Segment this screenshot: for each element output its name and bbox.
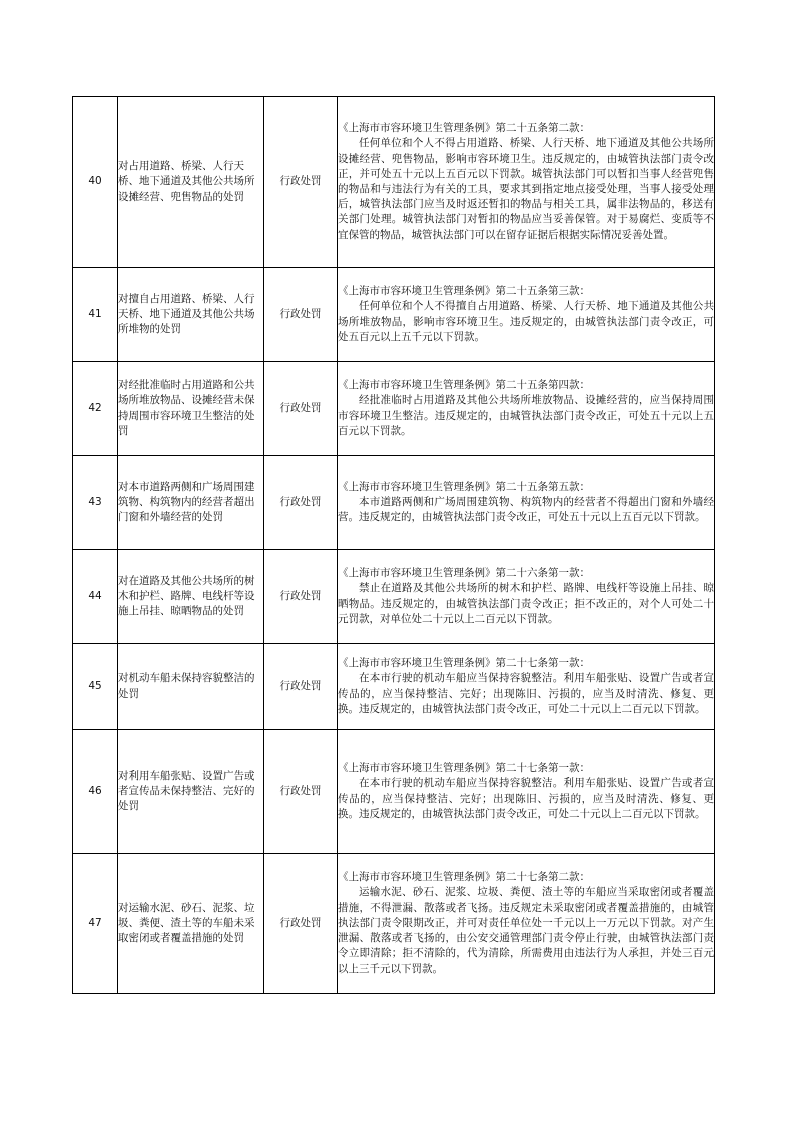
row-number: 40 bbox=[73, 97, 118, 268]
table-row bbox=[73, 268, 715, 362]
law-citation: 《上海市市容环境卫生管理条例》第二十五条第二款： bbox=[338, 122, 590, 135]
legal-basis bbox=[338, 362, 715, 456]
penalty-item: 对在道路及其他公共场所的树木和护栏、路牌、电线杆等设施上吊挂、晾晒物品的处罚 bbox=[118, 550, 264, 644]
penalty-table bbox=[72, 96, 715, 994]
penalty-type: 行政处罚 bbox=[264, 550, 338, 644]
law-text: 运输水泥、砂石、泥浆、垃圾、粪便、渣土等的车船应当采取密闭或者覆盖措施，不得泄漏、散落或者飞扬。违反规定未采取密闭或者覆盖措施的，由城管执法部门责令限期改正，并可对责任单位处一千元以上一万元以下罚款。对产生泄漏、散落或者飞扬的，由公安交通管理部门责令停止行驶，由城管执法部门责令立即清除；拒不清除的，代为清除，所需费用由违法行为人承担，并处三百元以上三千元以下罚款。 bbox=[338, 886, 714, 975]
penalty-type: 行政处罚 bbox=[264, 97, 338, 268]
table-row bbox=[73, 644, 715, 730]
row-number: 47 bbox=[73, 854, 118, 994]
penalty-item: 对擅自占用道路、桥梁、人行天桥、地下通道及其他公共场所堆物的处罚 bbox=[118, 268, 264, 362]
law-text: 禁止在道路及其他公共场所的树木和护栏、路牌、电线杆等设施上吊挂、晾晒物品。违反规定的，由城管执法部门责令改正；拒不改正的，对个人可处二十元罚款，对单位处二十元以上二百元以下罚款。 bbox=[338, 582, 714, 625]
row-number: 46 bbox=[73, 730, 118, 854]
penalty-type: 行政处罚 bbox=[264, 730, 338, 854]
law-citation: 《上海市市容环境卫生管理条例》第二十七条第一款： bbox=[338, 657, 590, 670]
legal-basis bbox=[338, 97, 715, 268]
legal-basis bbox=[338, 644, 715, 730]
law-citation: 《上海市市容环境卫生管理条例》第二十五条第四款： bbox=[338, 379, 590, 392]
law-text: 在本市行驶的机动车船应当保持容貌整洁。利用车船张贴、设置广告或者宣传品的，应当保持整洁、完好；出现陈旧、污损的，应当及时清洗、修复、更换。违反规定的，由城管执法部门责令改正，可处二十元以上二百元以下罚款。 bbox=[338, 672, 714, 715]
row-number: 41 bbox=[73, 268, 118, 362]
table-row bbox=[73, 97, 715, 268]
law-citation: 《上海市市容环境卫生管理条例》第二十六条第一款： bbox=[338, 567, 590, 580]
penalty-type: 行政处罚 bbox=[264, 456, 338, 550]
table-row bbox=[73, 550, 715, 644]
row-number: 42 bbox=[73, 362, 118, 456]
penalty-type: 行政处罚 bbox=[264, 268, 338, 362]
row-number: 45 bbox=[73, 644, 118, 730]
penalty-item: 对利用车船张贴、设置广告或者宣传品未保持整洁、完好的处罚 bbox=[118, 730, 264, 854]
law-text: 在本市行驶的机动车船应当保持容貌整洁。利用车船张贴、设置广告或者宣传品的，应当保持整洁、完好；出现陈旧、污损的，应当及时清洗、修复、更换。违反规定的，由城管执法部门责令改正，可处二十元以上二百元以下罚款。 bbox=[338, 777, 714, 820]
table-row bbox=[73, 456, 715, 550]
law-text: 任何单位和个人不得占用道路、桥梁、人行天桥、地下通道及其他公共场所设摊经营、兜售物品，影响市容环境卫生。违反规定的，由城管执法部门责令改正，并可处五十元以上五百元以下罚款。城管执法部门可以暂扣当事人经营兜售的物品和与违法行为有关的工具，要求其到指定地点接受处理，当事人接受处理后，城管执法部门应当及时返还暂扣的物品与相关工具，属非法物品的，移送有关部门处理。城管执法部门对暂扣的物品应当妥善保管。对于易腐烂、变质等不宜保管的物品，城管执法部门可以在留存证据后根据实际情况妥善处置。 bbox=[338, 137, 714, 241]
law-citation: 《上海市市容环境卫生管理条例》第二十七条第一款： bbox=[338, 762, 590, 775]
penalty-type: 行政处罚 bbox=[264, 644, 338, 730]
law-citation: 《上海市市容环境卫生管理条例》第二十七条第二款： bbox=[338, 871, 590, 884]
legal-basis bbox=[338, 456, 715, 550]
table-row bbox=[73, 854, 715, 994]
legal-basis bbox=[338, 550, 715, 644]
law-citation: 《上海市市容环境卫生管理条例》第二十五条第三款： bbox=[338, 285, 590, 298]
penalty-type: 行政处罚 bbox=[264, 854, 338, 994]
penalty-type: 行政处罚 bbox=[264, 362, 338, 456]
penalty-item: 对运输水泥、砂石、泥浆、垃圾、粪便、渣土等的车船未采取密闭或者覆盖措施的处罚 bbox=[118, 854, 264, 994]
law-citation: 《上海市市容环境卫生管理条例》第二十五条第五款： bbox=[338, 480, 590, 493]
law-text: 经批准临时占用道路及其他公共场所堆放物品、设摊经营的，应当保持周围市容环境卫生整洁。违反规定的，由城管执法部门责令改正，可处五十元以上五百元以下罚款。 bbox=[338, 394, 714, 437]
table-row bbox=[73, 362, 715, 456]
table-row bbox=[73, 730, 715, 854]
row-number: 43 bbox=[73, 456, 118, 550]
row-number: 44 bbox=[73, 550, 118, 644]
penalty-item: 对本市道路两侧和广场周围建筑物、构筑物内的经营者超出门窗和外墙经营的处罚 bbox=[118, 456, 264, 550]
penalty-item: 对占用道路、桥梁、人行天桥、地下通道及其他公共场所设摊经营、兜售物品的处罚 bbox=[118, 97, 264, 268]
legal-basis bbox=[338, 730, 715, 854]
law-text: 本市道路两侧和广场周围建筑物、构筑物内的经营者不得超出门窗和外墙经营。违反规定的，由城管执法部门责令改正，可处五十元以上五百元以下罚款。 bbox=[338, 495, 714, 524]
legal-basis bbox=[338, 854, 715, 994]
law-text: 任何单位和个人不得擅自占用道路、桥梁、人行天桥、地下通道及其他公共场所堆放物品，影响市容环境卫生。违反规定的，由城管执法部门责令改正，可处五百元以上五千元以下罚款。 bbox=[338, 300, 714, 343]
legal-basis bbox=[338, 268, 715, 362]
penalty-item: 对机动车船未保持容貌整洁的处罚 bbox=[118, 644, 264, 730]
penalty-item: 对经批准临时占用道路和公共场所堆放物品、设摊经营未保持周围市容环境卫生整洁的处罚 bbox=[118, 362, 264, 456]
